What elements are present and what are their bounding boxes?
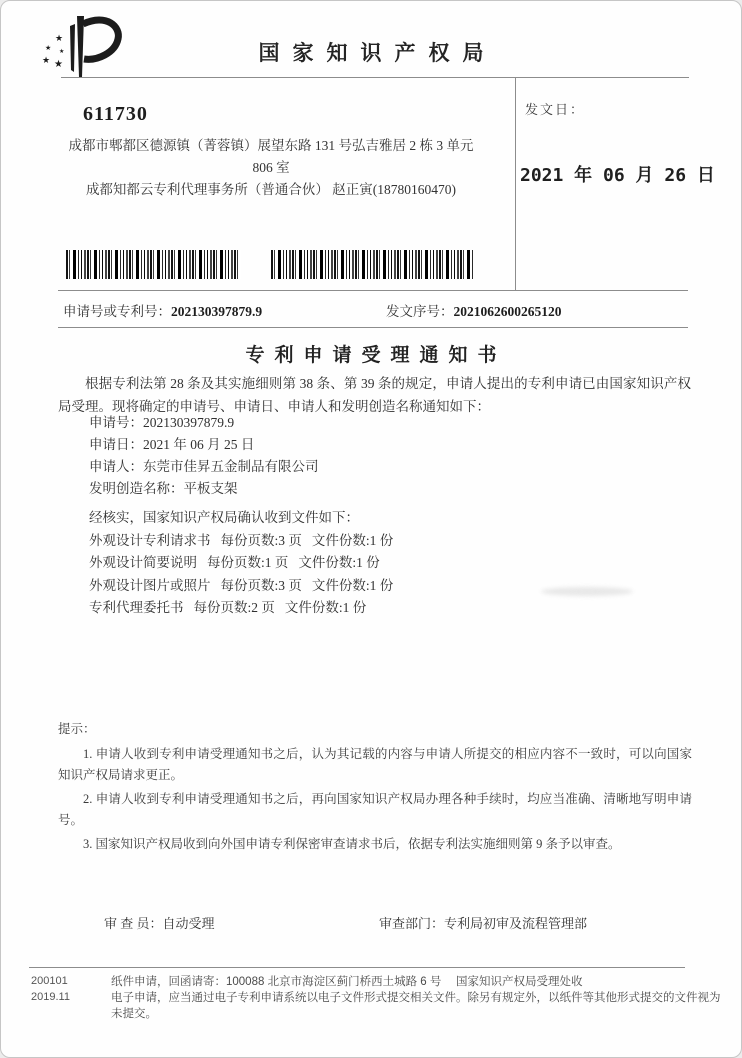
field-label: 申请日： <box>89 437 143 452</box>
examiner-label: 审 查 员： <box>104 916 163 931</box>
received-intro: 经核实，国家知识产权局确认收到文件如下： <box>89 510 359 525</box>
svg-text:★: ★ <box>55 33 64 43</box>
notes-section <box>58 719 692 858</box>
doc-name: 专利代理委托书 <box>89 600 184 615</box>
svg-text:★: ★ <box>45 44 52 52</box>
application-number-row <box>63 300 262 320</box>
field-application-date <box>89 434 319 456</box>
doc-copies: 文件份数:1 份 <box>311 532 394 548</box>
issue-date-label: 发文日： <box>525 102 586 117</box>
footer-paper-instruction: 纸件申请，回函请寄：100088 北京市海淀区蓟门桥西土城路 6 号 国家知识产权局受理处收 <box>111 976 583 988</box>
doc-pages: 每份页数:2 页 <box>193 600 275 615</box>
doc-copies: 文件份数:1 份 <box>284 600 367 615</box>
serial-number-value: 2021062600265120 <box>453 304 562 319</box>
doc-name: 外观设计图片或照片 <box>89 577 211 593</box>
serial-number-row <box>386 300 562 320</box>
field-label: 发明创造名称： <box>89 481 184 496</box>
received-doc-row <box>89 552 393 575</box>
received-documents-section <box>89 507 393 620</box>
barcode-bottom-rule <box>58 290 688 291</box>
field-invention-title <box>89 478 319 500</box>
footer-form-codes <box>31 974 70 1005</box>
postal-code: 611730 <box>83 103 148 125</box>
field-label: 申请号： <box>89 415 143 430</box>
serial-number-label: 发文序号： <box>386 304 454 319</box>
note-item-1: 1. 申请人收到专利申请受理通知书之后，认为其记载的内容与申请人所提交的相应内容不一致时，可以向国家知识产权局请求更正。 <box>58 747 692 782</box>
svg-text:★: ★ <box>42 55 51 65</box>
received-doc-row <box>89 575 393 598</box>
application-fields <box>89 412 319 500</box>
field-value: 平板支架 <box>183 481 238 496</box>
doc-name: 外观设计简要说明 <box>89 555 197 570</box>
received-doc-row <box>89 597 393 620</box>
field-value: 2021 年 06 月 25 日 <box>143 437 255 452</box>
address-line-2: 806 室 <box>252 160 290 175</box>
note-item-2: 2. 申请人收到专利申请受理通知书之后，再向国家知识产权局办理各种手续时，均应当准确、清晰地写明申请号。 <box>58 792 692 827</box>
recipient-address-block <box>56 135 486 201</box>
department-value: 专利局初审及流程管理部 <box>444 916 588 931</box>
barcode-serial-number <box>271 250 474 279</box>
received-doc-row <box>89 530 393 553</box>
barcode-application-number <box>66 250 241 279</box>
doc-copies: 文件份数:1 份 <box>298 555 380 570</box>
department-field <box>379 913 587 932</box>
issue-date-value: 2021 年 06 月 26 日 <box>520 165 715 186</box>
footer-code-1: 200101 <box>31 975 68 987</box>
notes-label: 提示： <box>58 722 96 736</box>
agency-title: 国家知识产权局 <box>258 41 497 65</box>
agent-contact-line: 成都知都云专利代理事务所（普通合伙） 赵正寅(18780160470) <box>85 182 457 197</box>
field-label: 申请人： <box>89 459 143 474</box>
svg-text:★: ★ <box>54 59 63 70</box>
doc-name: 外观设计专利请求书 <box>89 532 211 548</box>
doc-pages: 每份页数:1 页 <box>207 555 289 570</box>
notice-title: 专利申请受理通知书 <box>245 345 507 366</box>
field-value: 202130397879.9 <box>143 415 235 430</box>
intro-paragraph: 根据专利法第 28 条及其实施细则第 38 条、第 39 条的规定，申请人提出的专利申请已由国家知识产权局受理。现将确定的申请号、申请日、申请人和发明创造名称通知如下： <box>58 376 691 414</box>
doc-pages: 每份页数:3 页 <box>220 532 302 548</box>
field-value: 东莞市佳昇五金制品有限公司 <box>143 459 319 474</box>
application-number-value: 202130397879.9 <box>171 304 263 319</box>
field-applicant <box>89 456 319 478</box>
field-application-number <box>89 412 319 434</box>
address-line-1: 成都市郫都区德源镇（菁蓉镇）展望东路 131 号弘吉雅居 2 栋 3 单元 <box>68 138 474 153</box>
note-item-3: 3. 国家知识产权局收到向外国申请专利保密审查请求书后，依据专利法实施细则第 9 条予以审查。 <box>83 837 621 851</box>
application-number-label: 申请号或专利号： <box>63 304 171 319</box>
examiner-value: 自动受理 <box>162 916 215 931</box>
doc-pages: 每份页数:3 页 <box>220 577 302 593</box>
footer-efiling-instruction: 电子申请，应当通过电子专利申请系统以电子文件形式提交相关文件。除另有规定外，以纸件等其他形式提交的文件视为未提交。 <box>111 992 721 1020</box>
footer-code-2: 2019.11 <box>31 990 70 1003</box>
scan-artifact <box>541 587 633 596</box>
department-label: 审查部门： <box>379 916 445 931</box>
svg-text:★: ★ <box>59 49 65 55</box>
footer-instructions <box>111 974 723 1022</box>
doc-copies: 文件份数:1 份 <box>311 577 394 593</box>
footer-rule <box>29 967 685 968</box>
examiner-field <box>104 913 215 932</box>
header-rule <box>61 77 689 78</box>
date-box-left-rule <box>515 77 516 290</box>
numbers-bottom-rule <box>58 327 688 328</box>
